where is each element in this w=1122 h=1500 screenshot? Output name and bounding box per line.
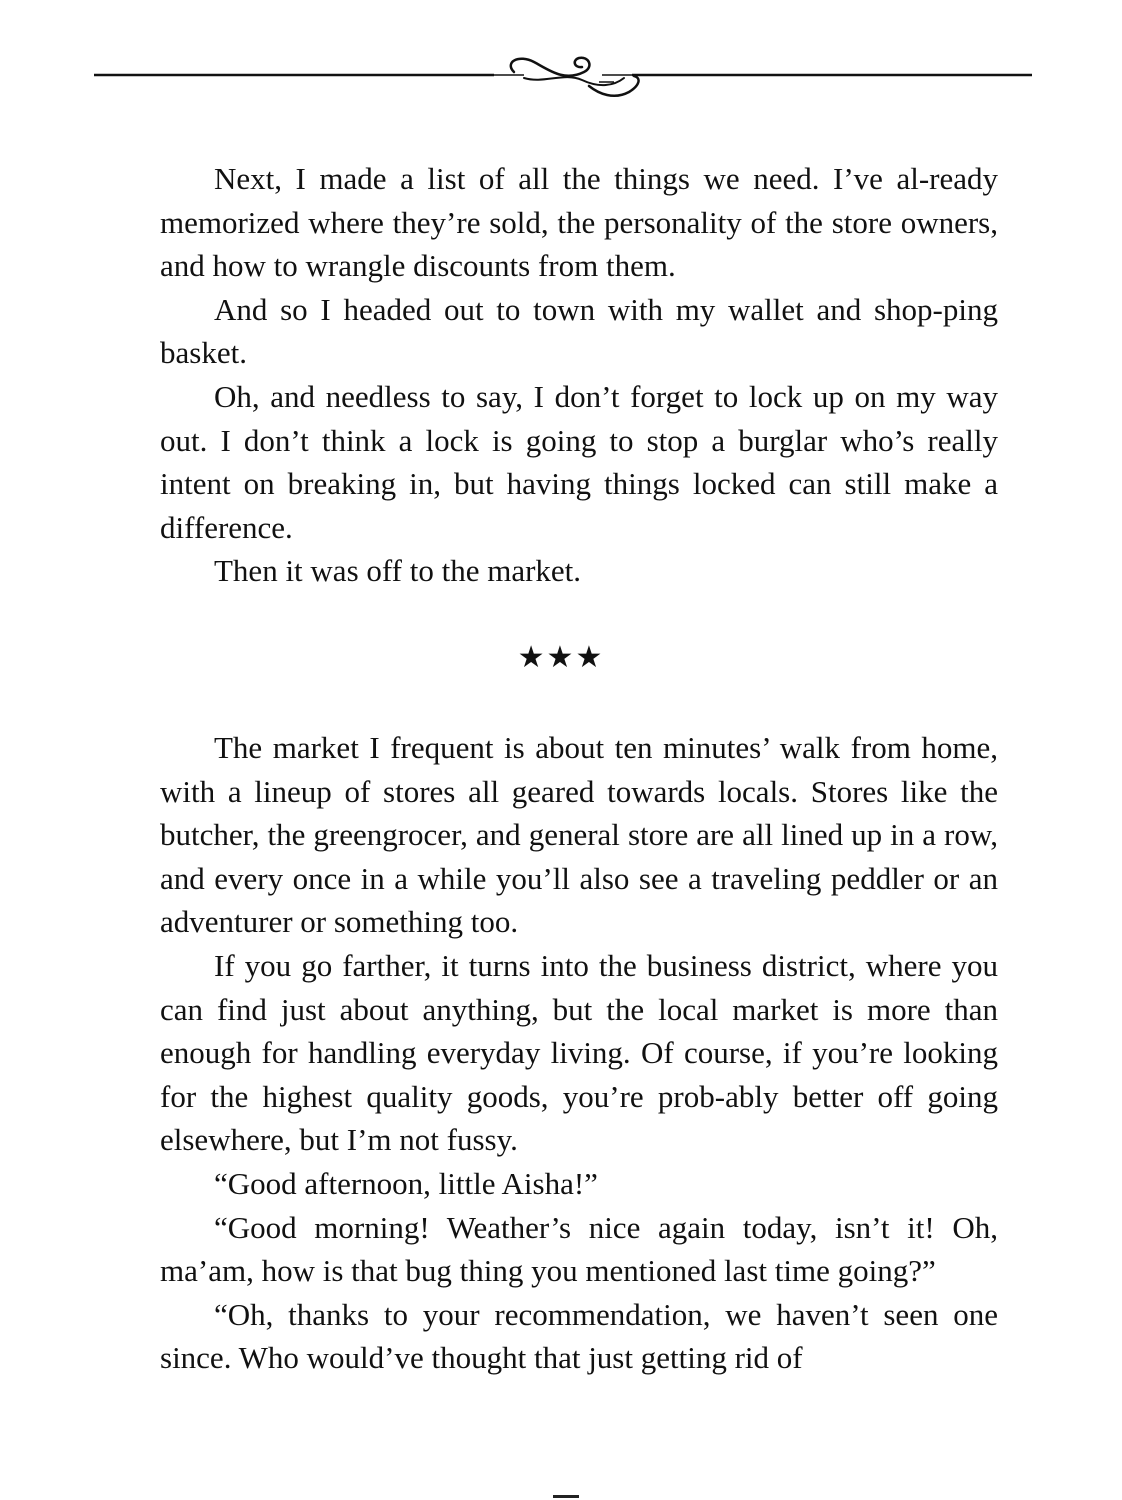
scene-break-stars: ★★★ xyxy=(517,640,605,675)
flourish-divider-icon xyxy=(94,42,1032,112)
text-section-1 xyxy=(160,157,998,593)
paragraph: If you go farther, it turns into the business district, where you can find just about anything, but the local market is more than enough for handling everyday living. Of course, if you’re looking for the highest quality goods, you’re prob-ably better off going elsewhere, but I’m not fussy. xyxy=(160,947,998,1158)
text-section-2 xyxy=(160,726,998,1380)
paragraph: “Good afternoon, little Aisha!” xyxy=(214,1165,598,1201)
paragraph: “Good morning! Weather’s nice again today, isn’t it! Oh, ma’am, how is that bug thing you mentioned last time going?” xyxy=(160,1209,998,1289)
paragraph: “Oh, thanks to your recommendation, we haven’t seen one since. Who would’ve thought that just getting rid of xyxy=(160,1296,998,1376)
paragraph: The market I frequent is about ten minutes’ walk from home, with a lineup of stores all geared towards locals. Stores like the butcher, the greengrocer, and general store are all lined up in a row, and every once in a while you’ll also see a traveling peddler or an adventurer or something too. xyxy=(160,730,998,940)
paragraph: Next, I made a list of all the things we need. I’ve al-ready memorized where they’re sold, the personality of the store owners, and how to wrangle discounts from them. xyxy=(160,161,998,284)
page-number-mark xyxy=(553,1495,579,1498)
paragraph: Oh, and needless to say, I don’t forget to lock up on my way out. I don’t think a lock is going to stop a burglar who’s really intent on breaking in, but having things locked can still make a difference. xyxy=(160,378,998,545)
paragraph: And so I headed out to town with my wallet and shop-ping basket. xyxy=(160,291,998,371)
paragraph: Then it was off to the market. xyxy=(214,553,582,589)
